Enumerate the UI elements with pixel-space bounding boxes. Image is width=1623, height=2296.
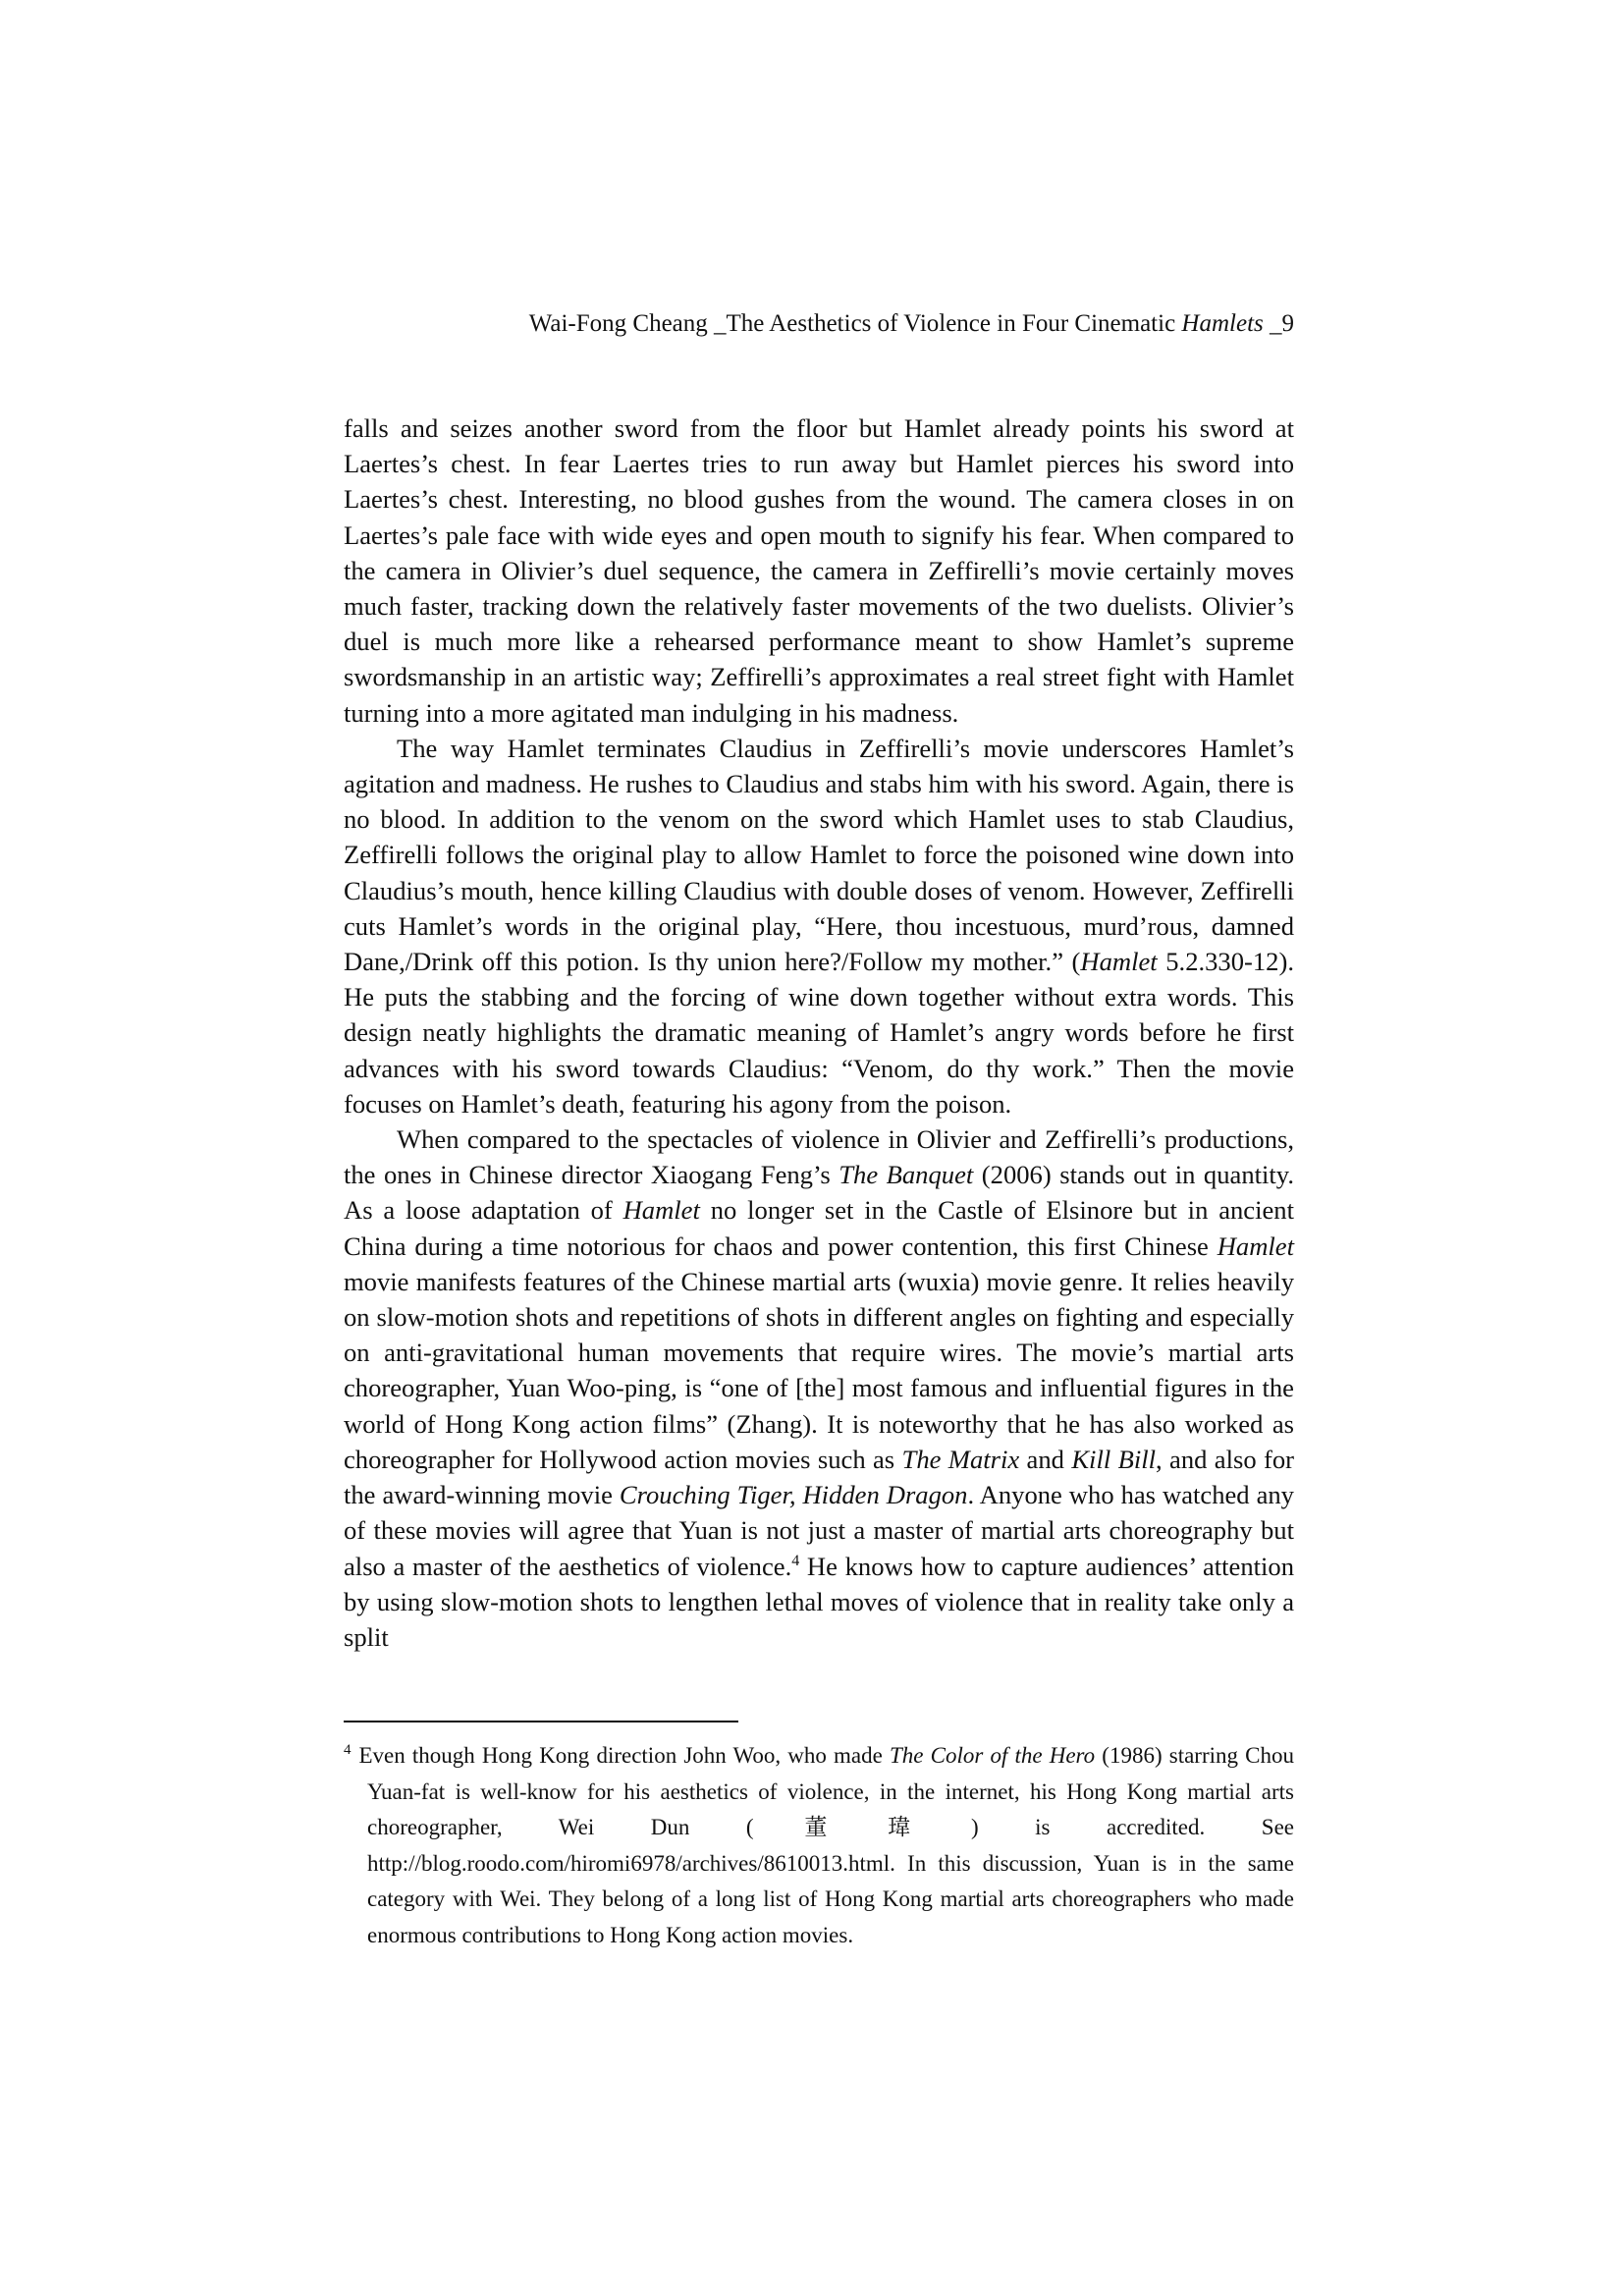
paragraph-3-part-h: He knows how to capture audiences’ attention by using slow-motion shots to lengthen lethal moves of violence that in reality take only a split xyxy=(344,1551,1294,1652)
title-crouching-tiger: Crouching Tiger, Hidden Dragon xyxy=(619,1480,968,1510)
title-the-matrix: The Matrix xyxy=(901,1444,1020,1474)
footnote-reference: 4 xyxy=(791,1552,800,1569)
footnote-4 xyxy=(344,1738,1294,1953)
paragraph-3-part-c: no longer set in the Castle of Elsinore but in ancient China during a time notorious for chaos and power contention, this first Chinese xyxy=(344,1195,1294,1261)
footnote-text-a: Even though Hong Kong direction John Woo, who made xyxy=(358,1743,890,1768)
running-head xyxy=(344,308,1294,340)
paragraph-3-part-a: When compared to the spectacles of violence in Olivier and Zeffirelli’s productions, the ones in Chinese director Xiaogang Feng’s xyxy=(344,1124,1294,1190)
footnote-chinese-name: 董瑋 xyxy=(753,1815,971,1840)
paragraph-3-part-f: , and also for the award-winning movie xyxy=(344,1444,1294,1510)
body-text xyxy=(344,410,1294,1655)
title-the-banquet: The Banquet xyxy=(839,1160,974,1190)
paragraph-3-part-g: . Anyone who has watched any of these movies will agree that Yuan is not just a master of martial arts choreography but also a master of the aesthetics of violence. xyxy=(344,1480,1294,1581)
running-head-text: Wai-Fong Cheang _The Aesthetics of Violence in Four Cinematic xyxy=(528,310,1182,337)
hamlet-citation: Hamlet xyxy=(1080,947,1158,977)
footnote-text-b: (1986) starring Chou Yuan-fat is well-know for his aesthetics of violence, in the internet, his Hong Kong martial arts choreographer, Wei Dun ( xyxy=(367,1743,1295,1839)
footnote-divider xyxy=(344,1721,738,1722)
footnote-text-c: ) is accredited. See http://blog.roodo.com/hiromi6978/archives/8610013.html. In this discussion, Yuan is in the same category with Wei. They belong of a long list of Hong Kong martial arts choreographers who made enormous contributions to Hong Kong action movies. xyxy=(367,1815,1294,1947)
title-hamlet-2: Hamlet xyxy=(1217,1230,1294,1261)
footnote-title: The Color of the Hero xyxy=(889,1743,1096,1768)
footnote-number: 4 xyxy=(344,1742,352,1759)
paragraph-2-part-b: 5.2.330-12). He puts the stabbing and the forcing of wine down together without extra words. This design neatly highlights the dramatic meaning of Hamlet’s angry words before he first advances with his sword towards Claudius: “Venom, do thy work.” Then the movie focuses on Hamlet’s death, featuring his agony from the poison. xyxy=(344,947,1294,1119)
paragraph-2-part-a: The way Hamlet terminates Claudius in Zeffirelli’s movie underscores Hamlet’s agitation and madness. He rushes to Claudius and stabs him with his sword. Again, there is no blood. In addition to the venom on the sword which Hamlet uses to stab Claudius, Zeffirelli follows the original play to allow Hamlet to force the poisoned wine down into Claudius’s mouth, hence killing Claudius with double doses of venom. However, Zeffirelli cuts Hamlet’s words in the original play, “Here, thou incestuous, murd’rous, damned Dane,/Drink off this potion. Is thy union here?/Follow my mother.” ( xyxy=(344,733,1294,977)
page-number: _9 xyxy=(1263,310,1294,337)
paragraph-3-part-b: (2006) stands out in quantity. As a loose adaptation of xyxy=(344,1160,1295,1226)
paragraph-1: falls and seizes another sword from the floor but Hamlet already points his sword at Laertes’s chest. In fear Laertes tries to run away but Hamlet pierces his sword into Laertes’s chest. Interesting, no blood gushes from the wound. The camera closes in on Laertes’s pale face with wide eyes and open mouth to signify his fear. When compared to the camera in Olivier’s duel sequence, the camera in Zeffirelli’s movie certainly moves much faster, tracking down the relatively faster movements of the two duelists. Olivier’s duel is much more like a rehearsed performance meant to show Hamlet’s supreme swordsmanship in an artistic way; Zeffirelli’s approximates a real street fight with Hamlet turning into a more agitated man indulging in his madness. xyxy=(344,413,1294,728)
paragraph-3 xyxy=(344,1121,1294,1655)
title-hamlet-1: Hamlet xyxy=(622,1195,700,1226)
running-head-italic: Hamlets xyxy=(1181,310,1264,337)
title-kill-bill: Kill Bill xyxy=(1071,1444,1156,1474)
paragraph-3-part-e: and xyxy=(1019,1444,1072,1474)
paragraph-3-part-d: movie manifests features of the Chinese martial arts (wuxia) movie genre. It relies heavily on slow-motion shots and repetitions of shots in different angles on fighting and especially on anti-gravitational human movements that require wires. The movie’s martial arts choreographer, Yuan Woo-ping, is “one of [the] most famous and influential figures in the world of Hong Kong action films” (Zhang). It is noteworthy that he has also worked as choreographer for Hollywood action movies such as xyxy=(344,1266,1294,1474)
paragraph-2 xyxy=(344,731,1294,1121)
